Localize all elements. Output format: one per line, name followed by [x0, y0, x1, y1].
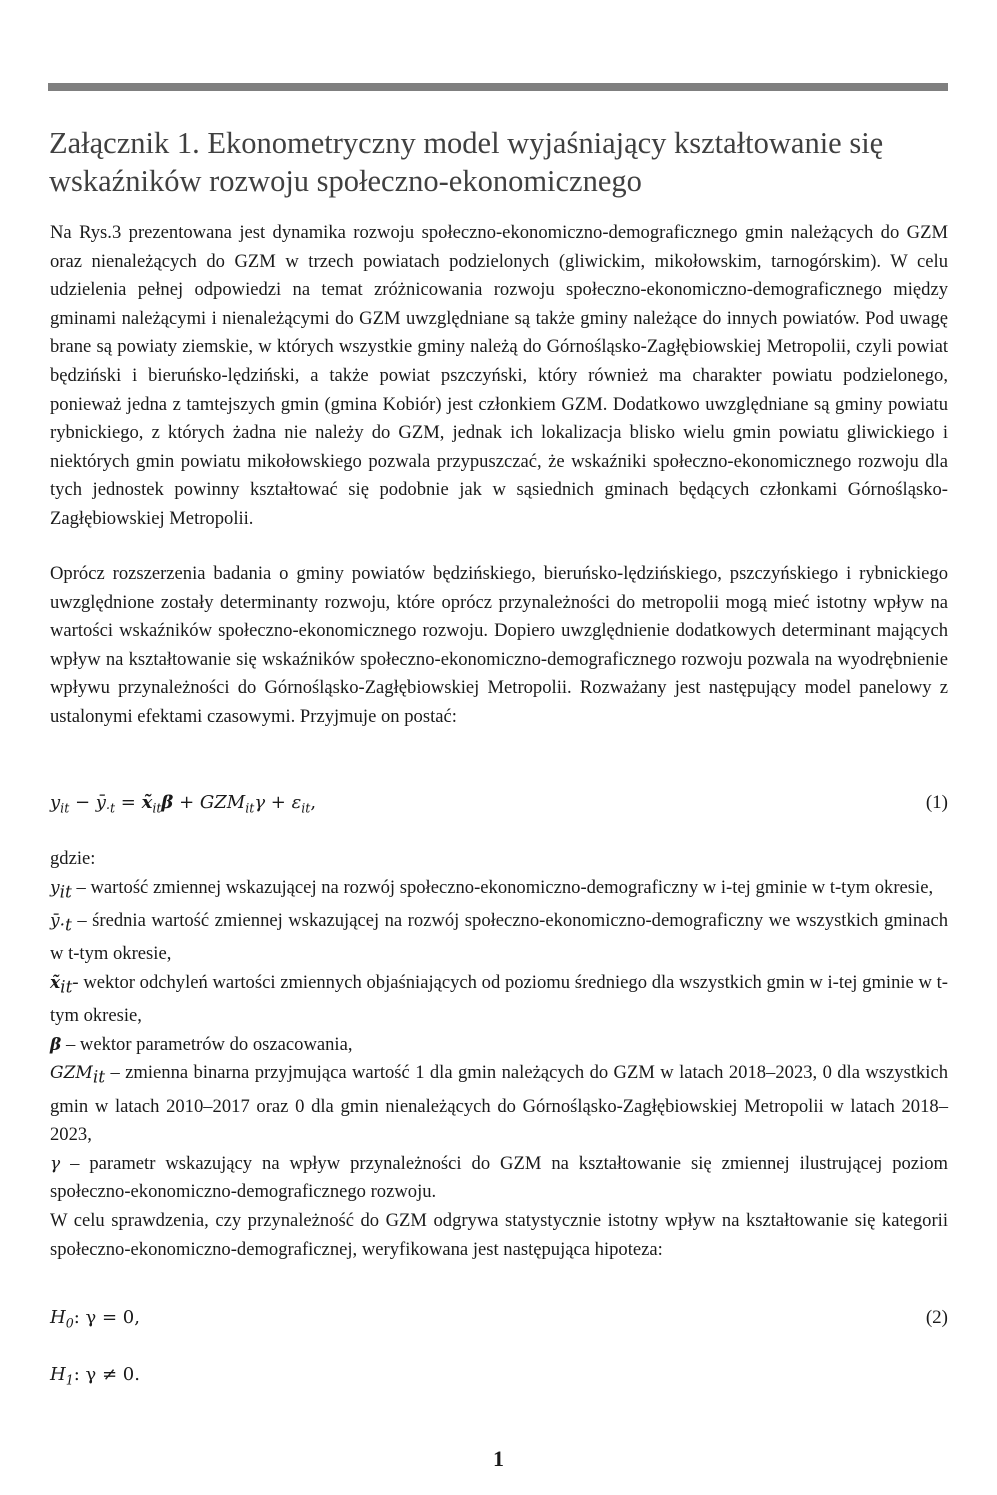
definition-item: $GZM_{it}$ – zmienna binarna przyjmująca wartość 1 dla gmin należących do GZM w latach 2018–2023, 0 dla wszystkich gmin w latach 2010–2017 oraz 0 dla gmin nienależących do Górnośląsko-Zagłębiowskiej Metropolii w latach 2018–2023, — [50, 1062, 948, 1146]
equation-1-number: (1) — [925, 792, 948, 813]
definition-item: β – wektor parametrów do oszacowania, — [50, 1033, 353, 1055]
definition-item: $ȳ_{\cdot t}$ – średnia wartość zmiennej wskazującej na rozwój społeczno-ekonomiczno-demograficzny we wszystkich gminach w t-tym okresie, — [50, 909, 948, 965]
header-rule — [48, 83, 948, 91]
definition-item: γ – parametr wskazujący na wpływ przynależności do GZM na kształtowanie się zmiennej ilustrującej poziom społeczno-ekonomiczno-demograficznego rozwoju. — [50, 1152, 948, 1203]
paragraph-2: Oprócz rozszerzenia badania o gminy powiatów będzińskiego, bieruńsko-lędzińskiego, pszczyńskiego i rybnickiego uwzględnione zostały determinanty rozwoju, które oprócz przynależności do metropolii mogą mieć istotny wpływ na wartości wskaźników społeczno-ekonomicznego rozwoju. Dopiero uwzględnienie dodatkowych determinant mających wpływ na kształtowanie się wskaźników społeczno-ekonomiczno-demograficznego rozwoju pozwala na wyodrębnienie wpływu przynależności do Górnośląsko-Zagłębiowskiej Metropolii. Rozważany jest następujący model panelowy z ustalonymi efektami czasowymi. Przyjmuje on postać: — [50, 563, 948, 727]
definition-item: $y_{it}$ – wartość zmiennej wskazującej na rozwój społeczno-ekonomiczno-demograficzny w i-tej gminie w t-tym okresie, — [50, 876, 934, 903]
hypothesis-h0: $H_0$: γ = 0, (2) — [50, 1304, 948, 1332]
definitions-intro: gdzie: — [50, 848, 96, 869]
hypothesis-h1: $H_1$: γ ≠ 0. — [50, 1364, 140, 1388]
page-title: Załącznik 1. Ekonometryczny model wyjaśniający kształtowanie się wskaźników rozwoju społeczno-ekonomicznego — [49, 126, 884, 198]
equation-1 — [50, 789, 948, 817]
page-number: 1 — [493, 1446, 504, 1471]
definition-item: $x̃_{it}-$ wektor odchyleń wartości zmiennych objaśniających od poziomu średniego dla wszystkich gmin w i-tej gminie w t-tym okresie, — [50, 971, 948, 1027]
paragraph-1: Na Rys.3 prezentowana jest dynamika rozwoju społeczno-ekonomiczno-demograficznego gmin należących do GZM oraz nienależących do GZM w trzech powiatach podzielonych (gliwickim, mikołowskim, tarnogórskim). W celu udzielenia pełnej odpowiedzi na temat zróżnicowania rozwoju społeczno-ekonomiczno-demograficznego między gminami należącymi i nienależącymi do GZM uwzględniane są także gminy należące do innych powiatów. Pod uwagę brane są powiaty ziemskie, w których wszystkie gminy należą do Górnośląsko-Zagłębiowskiej Metropolii, czyli powiat będziński i bieruńsko-lędziński, a także powiat pszczyński, który również ma charakter powiatu podzielonego, ponieważ jedna z tamtejszych gmin (gmina Kobiór) jest członkiem GZM. Dodatkowo uwzględniane są gminy powiatu rybnickiego, z których żadna nie należy do GZM, jednak ich lokalizacja blisko wielu gmin powiatu gliwickiego i niektórych gmin powiatu mikołowskiego pozwala przypuszczać, że wskaźniki społeczno-ekonomicznego rozwoju dla tych jednostek powinny kształtować się podobnie jak w sąsiednich gminach będących członkami Górnośląsko-Zagłębiowskiej Metropolii. — [50, 222, 948, 529]
hypothesis-intro: W celu sprawdzenia, czy przynależność do GZM odgrywa statystycznie istotny wpływ na kształtowanie się kategorii społeczno-ekonomiczno-demograficznej, weryfikowana jest następująca hipoteza: — [50, 1210, 948, 1260]
equation-1-formula: $y_{it}$ − $ȳ_{\cdot t}$ = $x̃_{it}\beta + GZM_{it}\gamma + \varepsilon_{it}$, — [50, 792, 317, 816]
equation-2-number: (2) — [925, 1307, 948, 1328]
definitions-list — [50, 845, 948, 1264]
